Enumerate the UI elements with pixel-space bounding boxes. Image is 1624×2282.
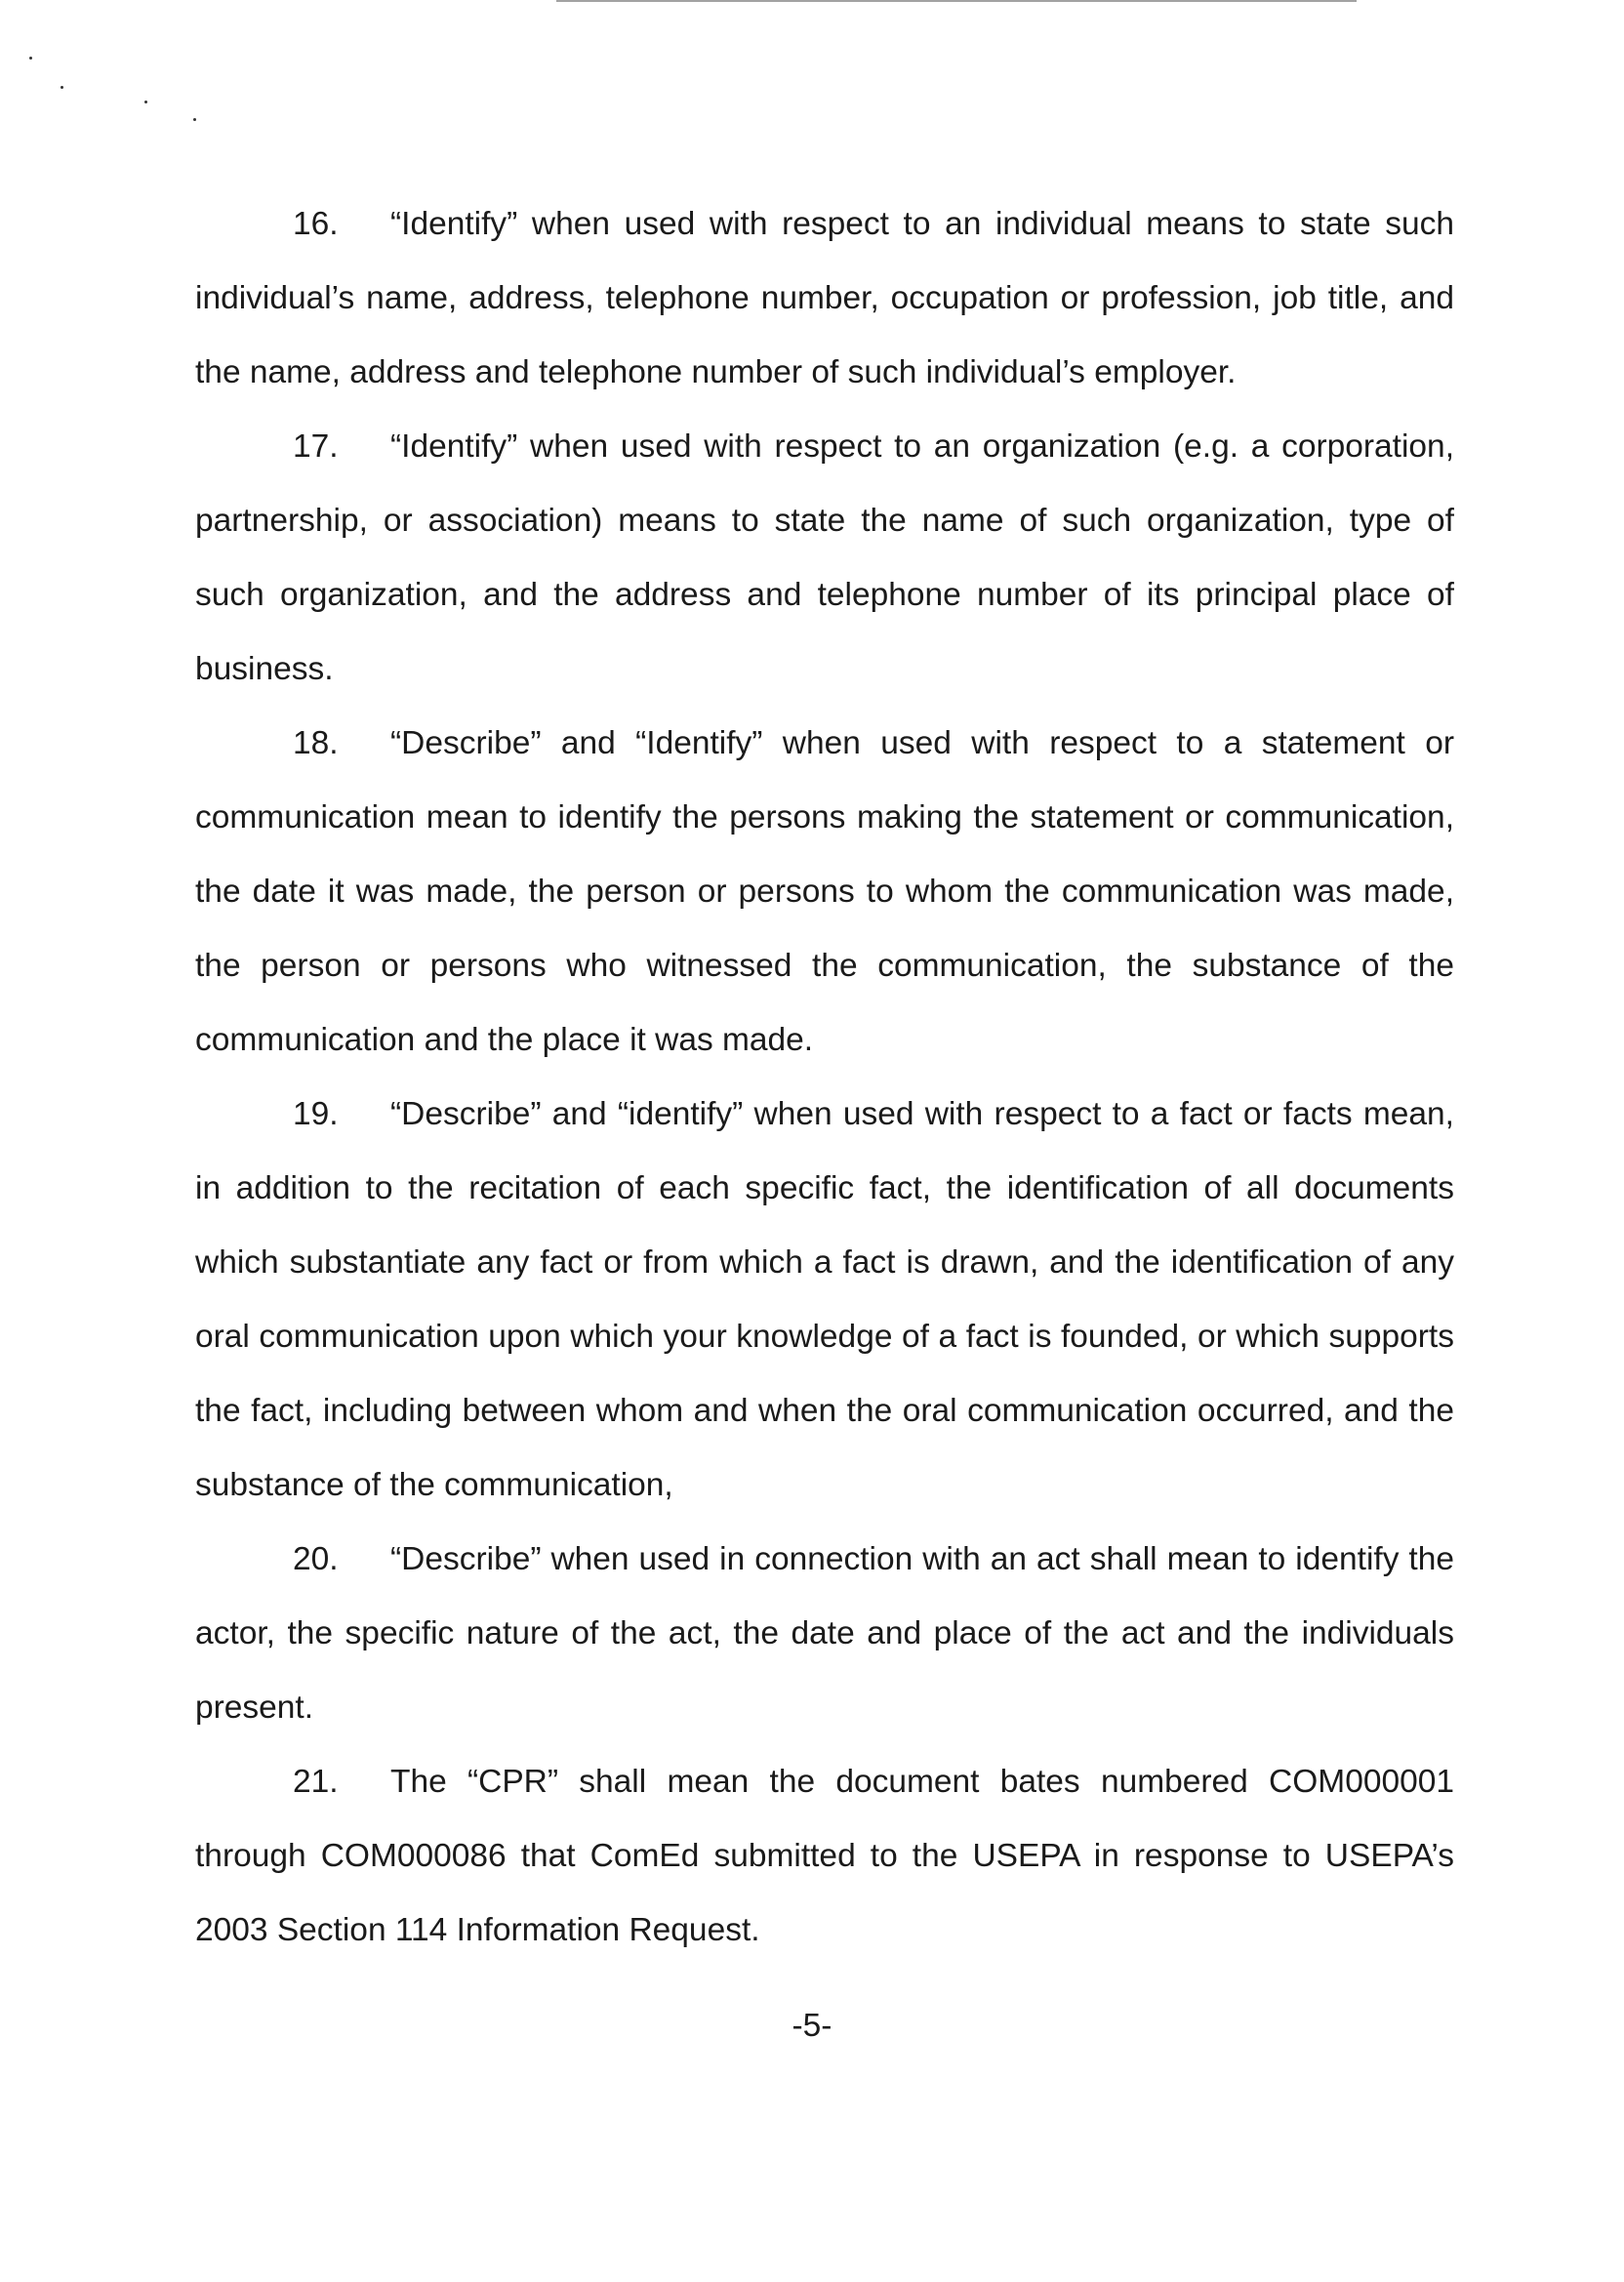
paragraph-text: “Identify” when used with respect to an individual means to state such individual’s name, address, telephone number, occupation or profession, job title, and the name, address and telephone number of such individual’s employer. (195, 206, 1454, 390)
paragraph-20 (195, 1523, 1454, 1745)
paragraph-text: “Describe” and “Identify” when used with respect to a statement or communication mean to identify the persons making the statement or communication, the date it was made, the person or persons to whom the communication was made, the person or persons who witnessed the communication, the substance of the communication and the place it was made. (195, 725, 1454, 1058)
paragraph-17 (195, 410, 1454, 707)
scan-speck (29, 57, 32, 60)
paragraph-text: “Describe” and “identify” when used with respect to a fact or facts mean, in addition to the recitation of each specific fact, the identification of all documents which substantiate any fact or from which a fact is drawn, and the identification of any oral communication upon which your knowledge of a fact is founded, or which supports the fact, including between whom and when the oral communication occurred, and the substance of the communication, (195, 1096, 1454, 1503)
paragraph-number: 18. (293, 725, 339, 761)
paragraph-number: 19. (293, 1096, 339, 1132)
paragraph-16 (195, 187, 1454, 410)
document-body (195, 187, 1454, 1968)
paragraph-text: “Describe” when used in connection with an act shall mean to identify the actor, the specific nature of the act, the date and place of the act and the individuals present. (195, 1541, 1454, 1726)
paragraph-text: “Identify” when used with respect to an organization (e.g. a corporation, partnership, or association) means to state the name of such organization, type of such organization, and the address and telephone number of its principal place of business. (195, 428, 1454, 687)
scan-speck (61, 86, 63, 89)
paragraph-21 (195, 1745, 1454, 1968)
paragraph-number: 16. (293, 206, 339, 242)
paragraph-19 (195, 1078, 1454, 1523)
paragraph-number: 20. (293, 1541, 339, 1577)
scan-speck (193, 118, 196, 121)
paragraph-18 (195, 707, 1454, 1078)
page-number: -5- (792, 2008, 832, 2044)
paragraph-text: The “CPR” shall mean the document bates numbered COM000001 through COM000086 that ComEd submitted to the USEPA in response to USEPA’s 2003 Section 114 Information Request. (195, 1764, 1454, 1948)
paragraph-number: 17. (293, 428, 339, 465)
scan-top-rule (556, 0, 1357, 2)
paragraph-number: 21. (293, 1764, 339, 1800)
scan-speck (144, 101, 147, 103)
